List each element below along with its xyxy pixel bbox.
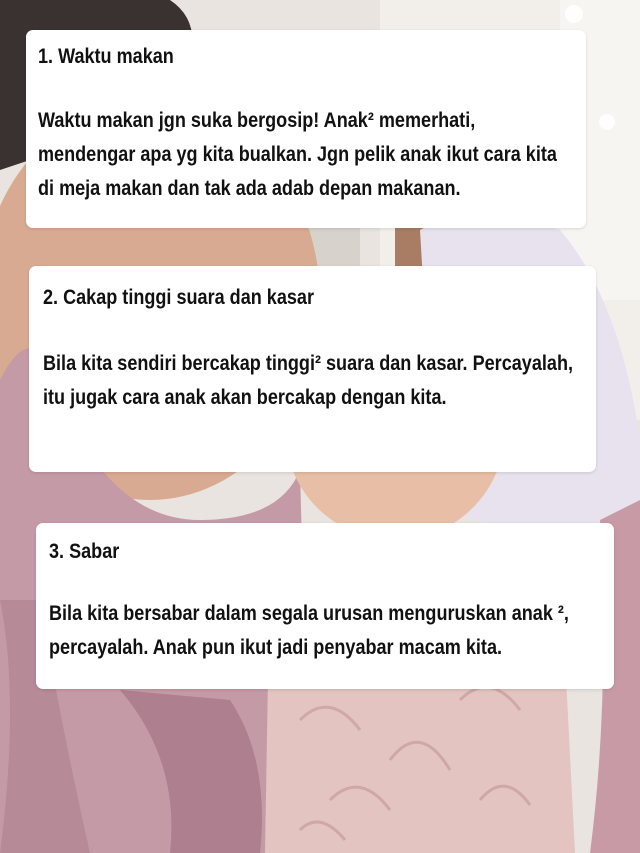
tip-body: Waktu makan jgn suka bergosip! Anak² memerhati, mendengar apa yg kita bualkan. Jgn pelik anak ikut cara kita di meja makan dan tak ada adab depan makanan. (38, 109, 557, 200)
tip-body: Bila kita bersabar dalam segala urusan menguruskan anak ², percayalah. Anak pun ikut jadi penyabar macam kita. (49, 602, 569, 659)
tip-body: Bila kita sendiri bercakap tinggi² suara dan kasar. Percayalah, itu jugak cara anak akan bercakap dengan kita. (43, 352, 574, 409)
tip-title: 3. Sabar (49, 540, 120, 563)
tip-card-3 (36, 523, 614, 689)
tip-card-1 (26, 30, 586, 228)
tip-title: 2. Cakap tinggi suara dan kasar (43, 286, 315, 309)
tip-title: 1. Waktu makan (38, 45, 174, 68)
tip-card-2 (29, 266, 596, 472)
